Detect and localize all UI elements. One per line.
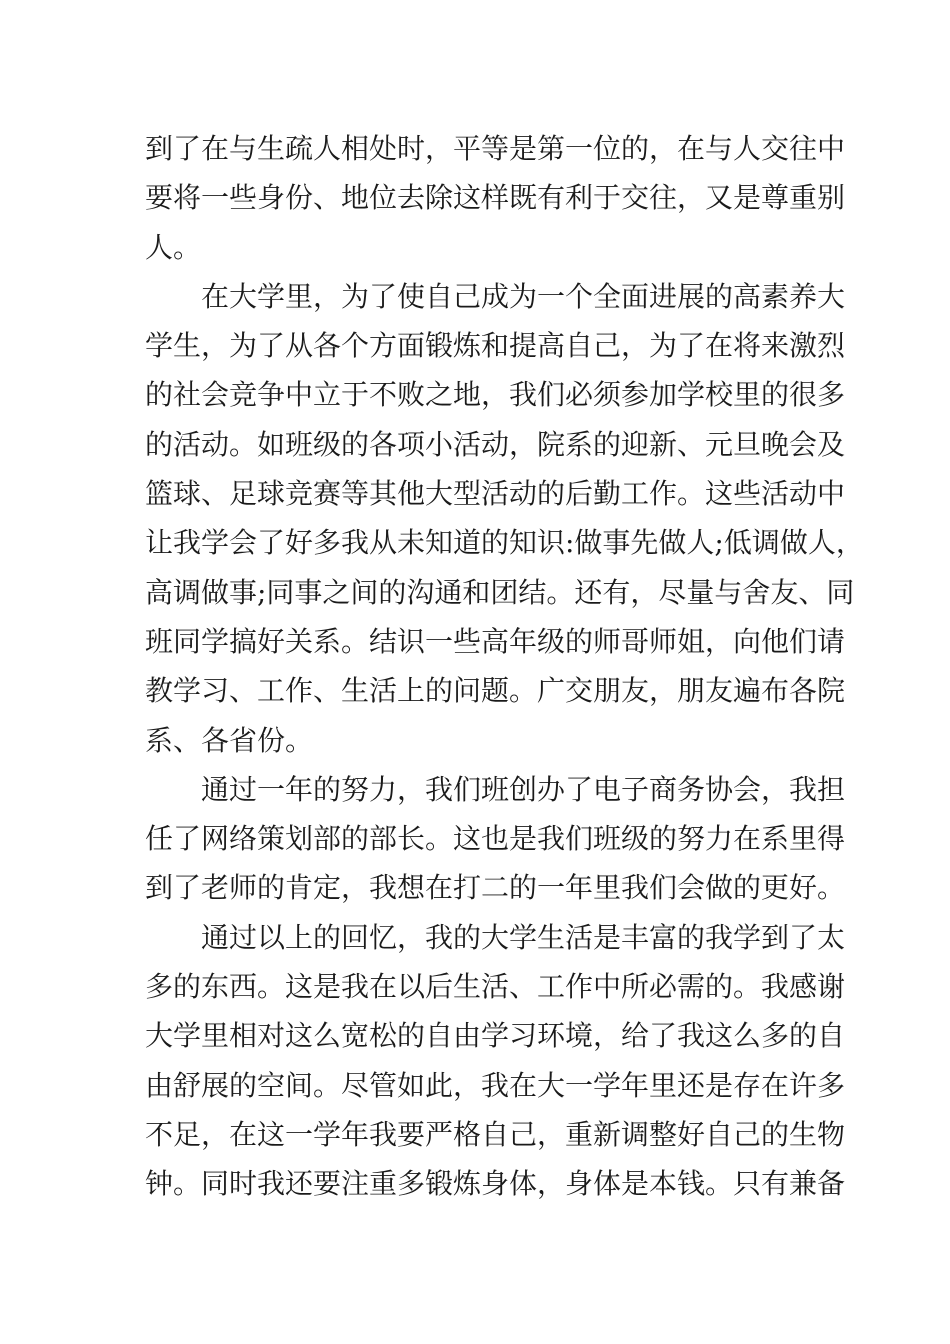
text-line: 系、各省份。	[145, 723, 314, 757]
text-line: 任了网络策划部的部长。这也是我们班级的努力在系里得	[145, 822, 846, 856]
paragraph-first-line: 在大学里，为了使自己成为一个全面进展的高素养大	[201, 279, 846, 313]
text-line: 的活动。如班级的各项小活动，院系的迎新、元旦晚会及	[145, 427, 846, 461]
text-line: 教学习、工作、生活上的问题。广交朋友，朋友遍布各院	[145, 674, 846, 708]
text-line: 到了老师的肯定，我想在打二的一年里我们会做的更好。	[145, 871, 846, 905]
text-line: 让我学会了好多我从未知道的知识:做事先做人;低调做人，	[145, 526, 864, 560]
text-line: 多的东西。这是我在以后生活、工作中所必需的。我感谢	[145, 970, 846, 1004]
text-line: 大学里相对这么宽松的自由学习环境，给了我这么多的自	[145, 1019, 846, 1053]
text-line: 人。	[145, 230, 202, 264]
text-line: 篮球、足球竞赛等其他大型活动的后勤工作。这些活动中	[145, 477, 846, 511]
text-line: 到了在与生疏人相处时，平等是第一位的，在与人交往中	[145, 132, 846, 165]
text-line: 由舒展的空间。尽管如此，我在大一学年里还是存在许多	[145, 1068, 846, 1102]
paragraph-first-line: 通过以上的回忆，我的大学生活是丰富的我学到了太	[201, 920, 846, 954]
text-line: 高调做事;同事之间的沟通和团结。还有，尽量与舍友、同	[145, 575, 855, 609]
text-line: 不足，在这一学年我要严格自己，重新调整好自己的生物	[145, 1117, 846, 1151]
text-line: 的社会竞争中立于不败之地，我们必须参加学校里的很多	[145, 378, 846, 412]
text-line: 学生，为了从各个方面锻炼和提高自己，为了在将来激烈	[145, 329, 846, 363]
text-line: 钟。同时我还要注重多锻炼身体，身体是本钱。只有兼备	[145, 1167, 846, 1201]
body-text	[145, 124, 864, 1209]
paragraph-first-line: 通过一年的努力，我们班创办了电子商务协会，我担	[201, 772, 846, 806]
text-line: 班同学搞好关系。结识一些高年级的师哥师姐，向他们请	[145, 624, 846, 658]
text-line: 要将一些身份、地位去除这样既有利于交往，又是尊重别	[145, 181, 846, 215]
